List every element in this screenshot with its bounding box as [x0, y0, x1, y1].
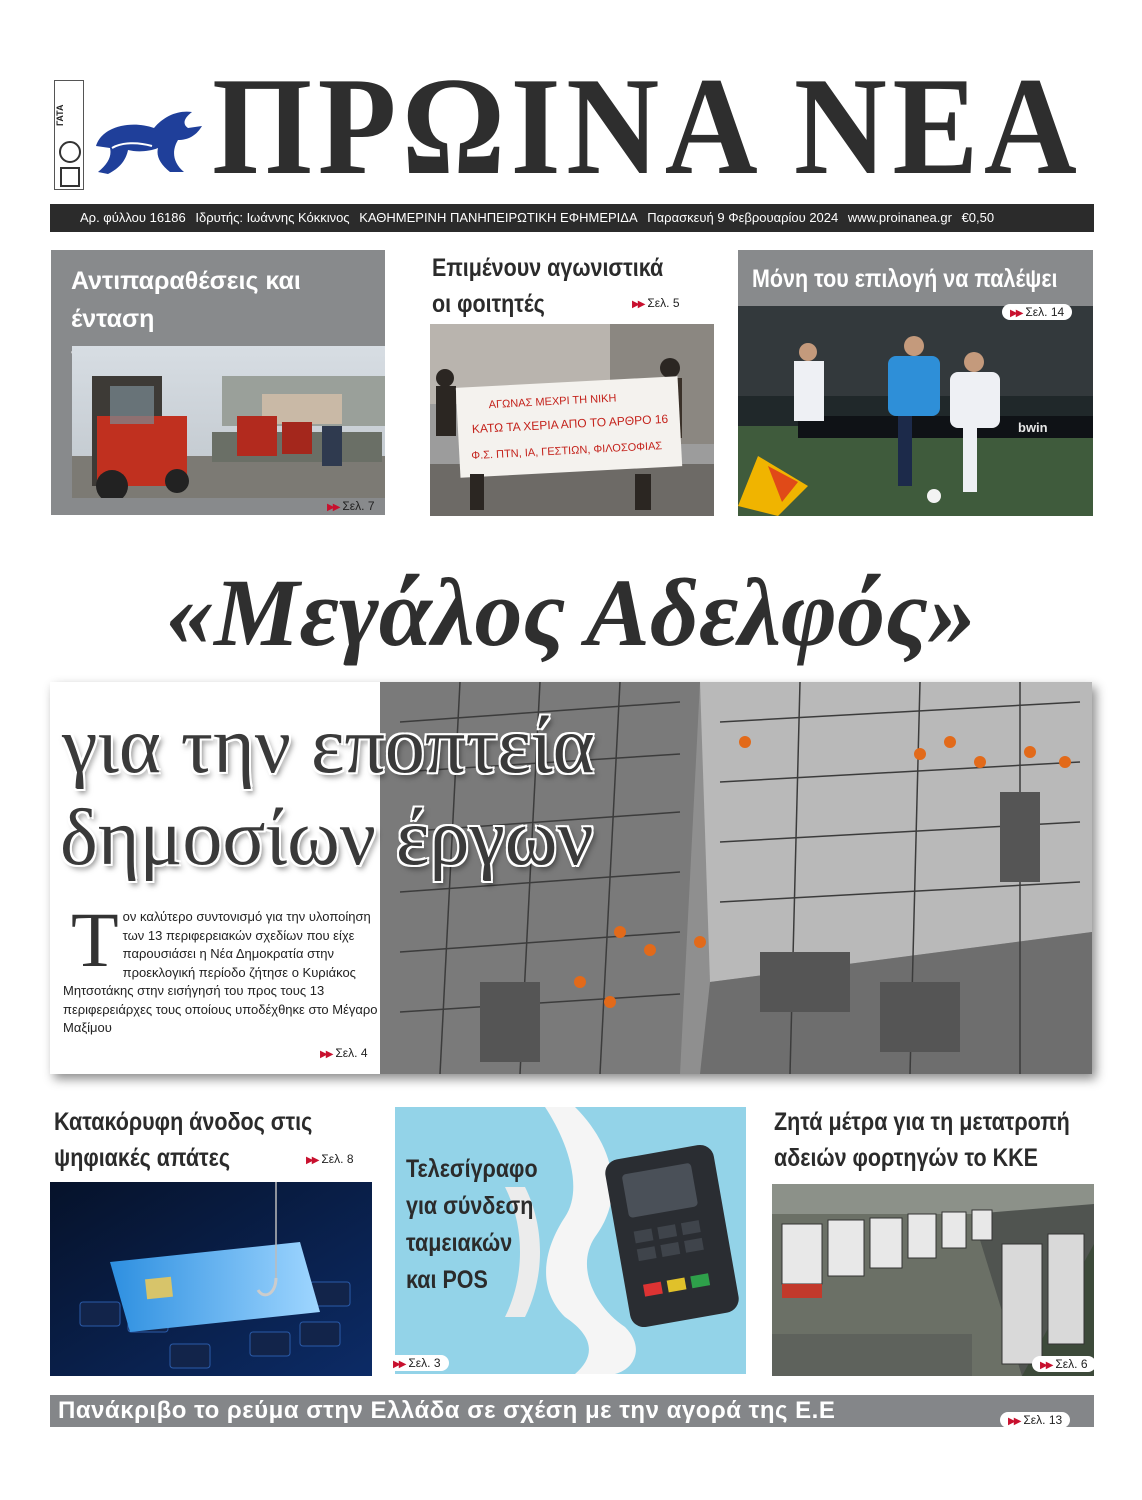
banner-text-line2: ΚΑΤΩ ΤΑ ΧΕΡΙΑ ΑΠΟ ΤΟ ΑΡΘΡΟ 16 — [471, 411, 669, 437]
football-match-photo — [738, 306, 1093, 516]
story-farmers-page-ref[interactable]: ▶▶ Σελ. 7 — [327, 499, 375, 513]
lead-text: ον καλύτερο συντονισμό για την υλοποίηση των 13 περιφερειακών σχεδίων που είχε παρουσιάσει η Νέα Δημοκρατία στην προεκλογική περίοδο ζήτησε ο Κυριάκος Μητσοτάκης στην εισήγησή του προς τους 13 περιφερειάρχες τους οποίους υποδέχθηκε στο Μέγαρο Μαξίμου — [63, 909, 378, 1035]
phishing-card-photo — [50, 1182, 372, 1376]
story-digital-scams-headline: Κατακόρυφη άνοδος στις ψηφιακές απάτες — [54, 1108, 313, 1172]
masthead-info-bar — [50, 204, 1094, 232]
story-pos-headline: Τελεσίγραφο για σύνδεση ταμειακών και POS — [406, 1155, 538, 1294]
issue-date: Παρασκευή 9 Φεβρουαρίου 2024 — [647, 210, 839, 225]
story-pos-page-ref[interactable]: ▶▶ Σελ. 3 — [385, 1355, 449, 1371]
seal-icon — [59, 141, 81, 163]
story-football-page-ref[interactable]: ▶▶ Σελ. 14 — [1002, 304, 1072, 320]
story-football-headline: Μόνη του επιλογή να παλέψει — [752, 265, 1058, 293]
logo-goat-icon — [92, 106, 208, 178]
ad-board-text: bwin — [1018, 420, 1048, 435]
main-story-page-ref[interactable]: ▶▶ Σελ. 4 — [320, 1046, 368, 1060]
main-story-lead — [63, 896, 381, 1038]
stamp-icon — [60, 167, 80, 187]
issue-number: Αρ. φύλλου 16186 — [80, 210, 186, 225]
lead-dropcap: Τ — [71, 896, 119, 983]
bottom-bar-page-ref[interactable]: ▶▶ Σελ. 13 — [1000, 1412, 1070, 1428]
trucks-highway-photo — [772, 1184, 1094, 1376]
banner-text-line3: Φ.Σ. ΠΤΝ, ΙΑ, ΓΕΣΤΙΩΝ, ΦΙΛΟΣΟΦΙΑΣ — [471, 440, 663, 463]
side-badge — [54, 80, 84, 190]
story-football[interactable] — [738, 250, 1093, 516]
story-students[interactable] — [430, 250, 714, 516]
website-link[interactable]: www.proinanea.gr — [847, 210, 952, 225]
bottom-bar-headline[interactable]: Πανάκριβο το ρεύμα στην Ελλάδα σε σχέση με την αγορά της Ε.Ε — [50, 1395, 1094, 1427]
story-students-headline: Επιμένουν αγωνιστικά οι φοιτητές — [432, 254, 664, 318]
side-badge-text: ΓΑΤΑ — [55, 104, 65, 126]
story-trucks[interactable] — [770, 1104, 1094, 1376]
story-digital-scams[interactable] — [50, 1104, 372, 1376]
main-subheadline-line2: δημοσίων έργων — [60, 794, 594, 882]
tagline: ΚΑΘΗΜΕΡΙΝΗ ΠΑΝΗΠΕΙΡΩΤΙΚΗ ΕΦΗΜΕΡΙΔΑ — [359, 210, 638, 225]
main-subheadline-line1: για την εποπτεία — [62, 702, 595, 790]
main-headline[interactable]: «Μεγάλος Αδελφός» — [166, 559, 976, 666]
story-farmers[interactable] — [51, 250, 385, 515]
banner-text-line1: ΑΓΩΝΑΣ ΜΕΧΡΙ ΤΗ ΝΙΚΗ — [488, 392, 617, 412]
story-trucks-page-ref[interactable]: ▶▶ Σελ. 6 — [1032, 1356, 1096, 1372]
masthead-title: ΠΡΩΙΝΑ ΝΕΑ — [212, 49, 1083, 204]
students-protest-photo — [430, 324, 714, 516]
story-digital-scams-page-ref[interactable]: ▶▶ Σελ. 8 — [306, 1152, 354, 1166]
price: €0,50 — [961, 210, 995, 225]
story-trucks-headline: Ζητά μέτρα για τη μετατροπή αδειών φορτηγών το ΚΚΕ — [774, 1108, 1070, 1172]
tractors-photo — [72, 346, 385, 498]
founder: Ιδρυτής: Ιωάννης Κόκκινος — [195, 210, 350, 225]
story-farmers-headline: Αντιπαραθέσεις και ένταση — [71, 267, 301, 333]
story-students-page-ref[interactable]: ▶▶ Σελ. 5 — [632, 296, 680, 310]
story-pos[interactable] — [395, 1107, 746, 1374]
